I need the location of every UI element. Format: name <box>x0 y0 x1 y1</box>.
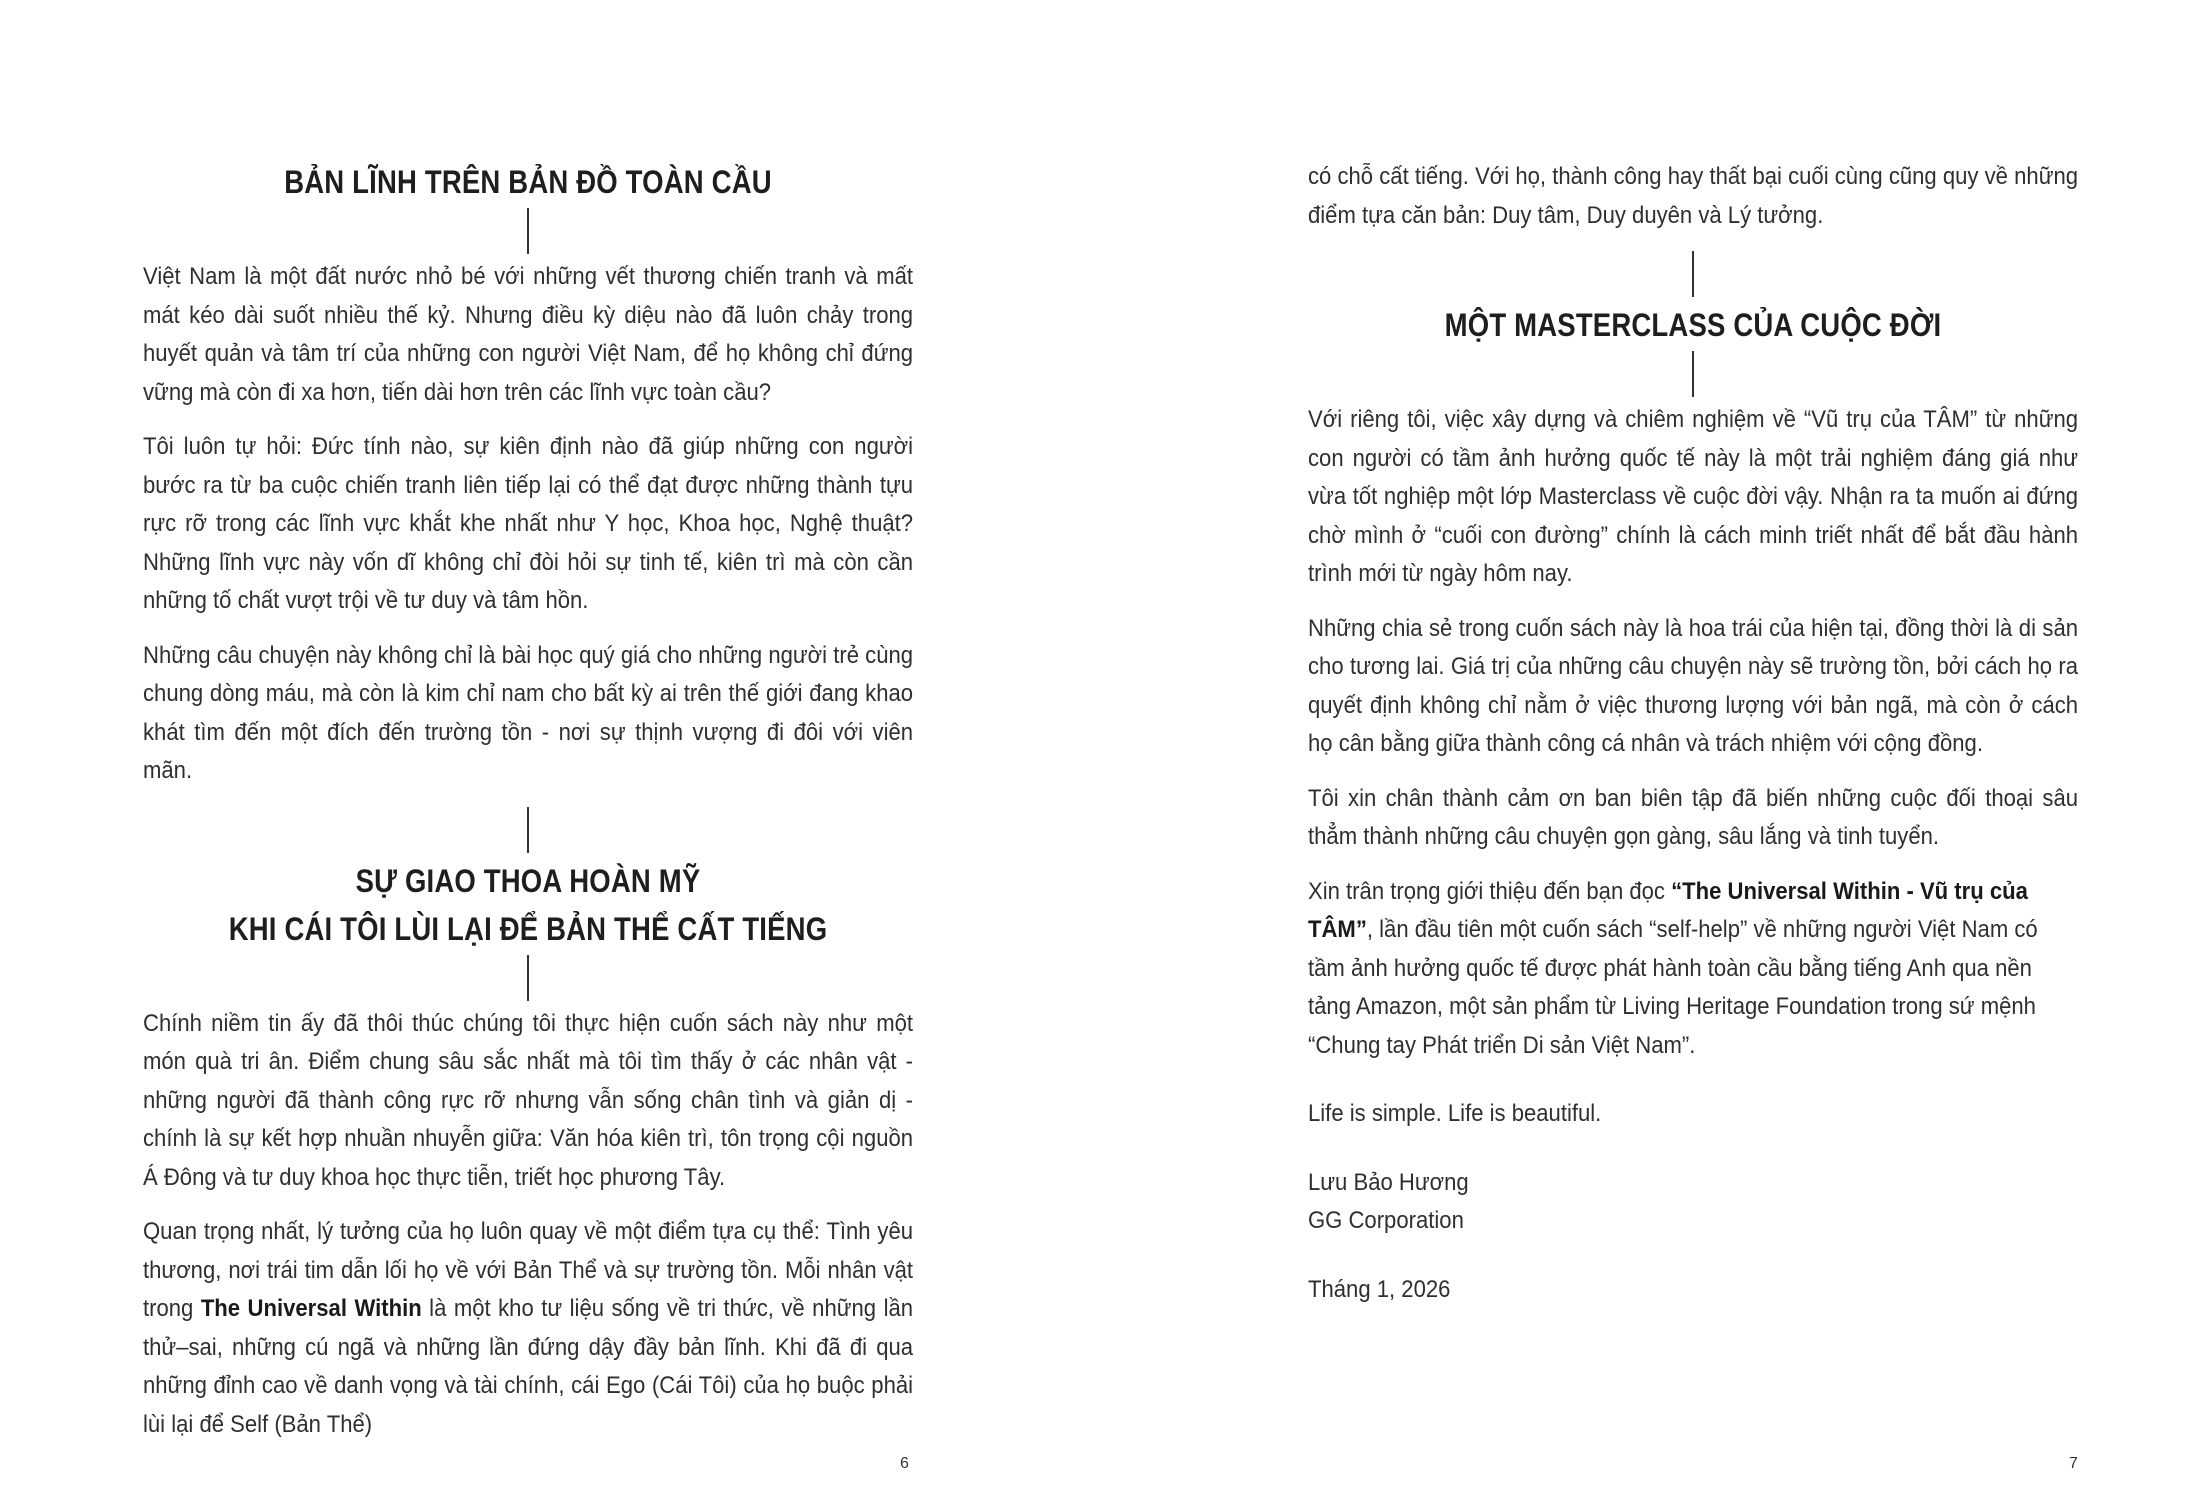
section-heading-masterclass: MỘT MASTERCLASS CỦA CUỘC ĐỜI <box>1444 307 1942 343</box>
vertical-divider <box>1692 351 1694 397</box>
paragraph: Tôi xin chân thành cảm ơn ban biên tập đã biến những cuộc đối thoại sâu thẳm thành những câu chuyện gọn gàng, sâu lắng và tinh tuyển. <box>1308 784 2079 850</box>
vertical-divider <box>527 955 529 1001</box>
book-title-bold: “The Universal Within - Vũ trụ của TÂM” <box>1308 877 2028 943</box>
paragraph-text: , lần đầu tiên một cuốn sách “self-help” về những người Việt Nam có tầm ảnh hưởng quốc tế được phát hành toàn cầu bằng tiếng Anh qua nền tảng Amazon, một sản phẩm từ Living Heritage Foundation trong sứ mệnh “Chung tay Phát triển Di sản Việt Nam”. <box>1308 916 2038 1059</box>
vertical-divider <box>1692 251 1694 297</box>
paragraph-text: Quan trọng nhất, lý tưởng của họ luôn quay về một điểm tựa cụ thể: Tình yêu thương, nơi trái tim dẫn lối họ về với Bản Thể và sự trường tồn. Mỗi nhân vật trong <box>143 1218 914 1322</box>
section-heading-global: BẢN LĨNH TRÊN BẢN ĐỒ TOÀN CẦU <box>284 164 772 200</box>
book-title-bold: The Universal Within <box>200 1295 422 1322</box>
paragraph <box>1308 873 2078 1066</box>
paragraph: Việt Nam là một đất nước nhỏ bé với những vết thương chiến tranh và mất mát kéo dài suốt nhiều thế kỷ. Nhưng điều kỳ diệu nào đã luôn chảy trong huyết quản và tâm trí của những con người Việt Nam, để họ không chỉ đứng vững mà còn đi xa hơn, tiến dài hơn trên các lĩnh vực toàn cầu? <box>143 263 914 406</box>
right-page <box>1102 0 2205 1497</box>
paragraph-text: là một kho tư liệu sống về tri thức, về những lần thử–sai, những cú ngã và những lần đứng dậy đầy bản lĩnh. Khi đã đi qua những đỉnh cao về danh vọng và tài chính, cái Ego (Cái Tôi) của họ buộc phải lùi lại để Self (Bản Thể) <box>143 1295 914 1438</box>
left-text-column <box>143 158 913 1460</box>
section-heading-harmony-line1: SỰ GIAO THOA HOÀN MỸ <box>355 862 701 899</box>
paragraph: Những chia sẻ trong cuốn sách này là hoa trái của hiện tại, đồng thời là di sản cho tương lai. Giá trị của những câu chuyện này sẽ trường tồn, bởi cách họ ra quyết định không chỉ nằm ở việc thương lượng với bản ngã, mà còn ở cách họ cân bằng giữa thành công cá nhân và trách nhiệm với cộng đồng. <box>1308 614 2079 757</box>
author-organization: GG Corporation <box>1308 1207 1464 1234</box>
left-page <box>0 0 1102 1497</box>
page-number: 7 <box>2069 1455 2078 1472</box>
paragraph: Tôi luôn tự hỏi: Đức tính nào, sự kiên định nào đã giúp những con người bước ra từ ba cuộc chiến tranh liên tiếp lại có thể đạt được những thành tựu rực rỡ trong các lĩnh vực khắt khe nhất như Y học, Khoa học, Nghệ thuật? Những lĩnh vực này vốn dĩ không chỉ đòi hỏi sự tinh tế, kiên trì mà còn cần những tố chất vượt trội về tư duy và tâm hồn. <box>143 433 914 614</box>
paragraph: Những câu chuyện này không chỉ là bài học quý giá cho những người trẻ cùng chung dòng máu, mà còn là kim chỉ nam cho bất kỳ ai trên thế giới đang khao khát tìm đến một đích đến trường tồn - nơi sự thịnh vượng đi đôi với viên mãn. <box>143 641 914 784</box>
section-heading-harmony-line2: KHI CÁI TÔI LÙI LẠI ĐỂ BẢN THỂ CẤT TIẾNG <box>228 910 828 947</box>
date: Tháng 1, 2026 <box>1308 1275 1451 1303</box>
right-text-column <box>1308 158 2078 1325</box>
page-number: 6 <box>900 1455 909 1472</box>
vertical-divider <box>527 208 529 254</box>
motto: Life is simple. Life is beautiful. <box>1308 1100 1602 1127</box>
paragraph: Với riêng tôi, việc xây dựng và chiêm nghiệm về “Vũ trụ của TÂM” từ những con người có tầm ảnh hưởng quốc tế này là một trải nghiệm đáng giá như vừa tốt nghiệp một lớp Masterclass về cuộc đời vậy. Nhận ra ta muốn ai đứng chờ mình ở “cuối con đường” chính là cách minh triết nhất để bắt đầu hành trình mới từ ngày hôm nay. <box>1308 406 2079 587</box>
paragraph <box>143 1213 913 1444</box>
paragraph: Chính niềm tin ấy đã thôi thúc chúng tôi thực hiện cuốn sách này như một món quà tri ân. Điểm chung sâu sắc nhất mà tôi tìm thấy ở các nhân vật - những người đã thành công rực rỡ nhưng vẫn sống chân tình và giản dị - chính là sự kết hợp nhuần nhuyễn giữa: Văn hóa kiên trì, tôn trọng cội nguồn Á Đông và tư duy khoa học thực tiễn, triết học phương Tây. <box>143 1009 914 1191</box>
author-name: Lưu Bảo Hương <box>1308 1168 1469 1196</box>
paragraph: có chỗ cất tiếng. Với họ, thành công hay thất bại cuối cùng cũng quy về những điểm tựa căn bản: Duy tâm, Duy duyên và Lý tưởng. <box>1308 163 2079 229</box>
paragraph-text: Xin trân trọng giới thiệu đến bạn đọc <box>1308 877 1672 905</box>
vertical-divider <box>527 807 529 853</box>
